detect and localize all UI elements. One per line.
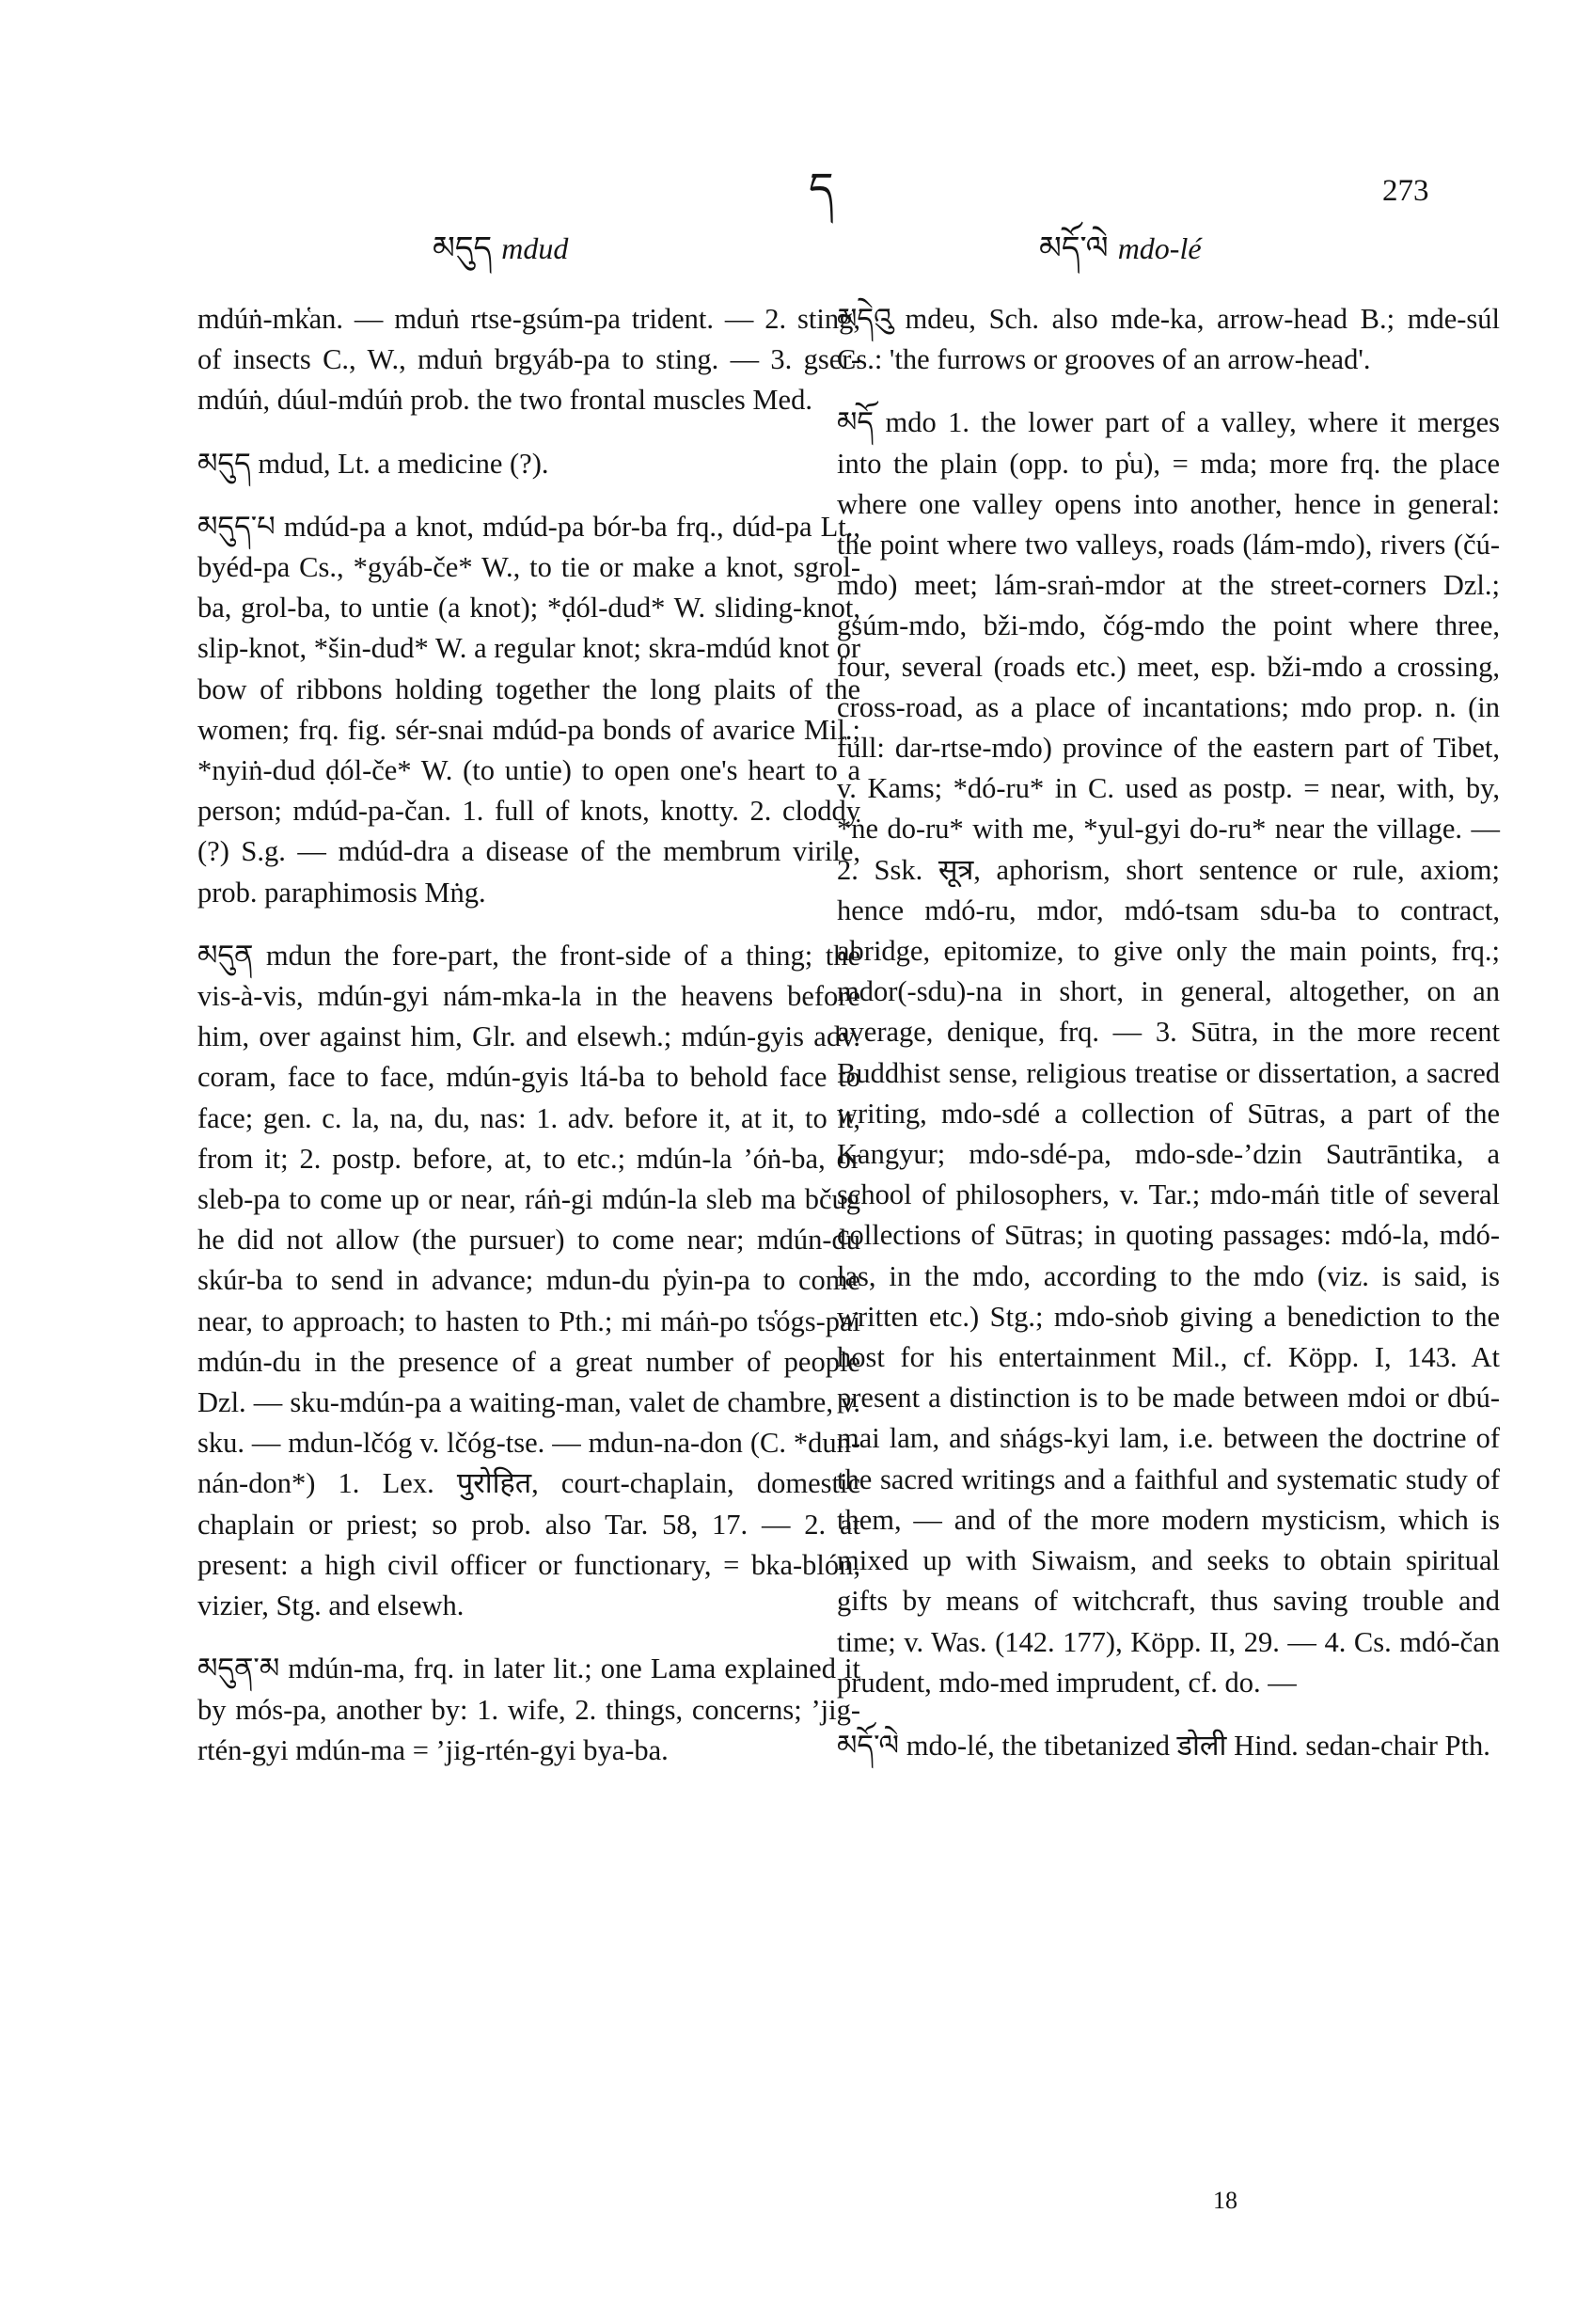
entry-mdo-le: མདོ་ལེ mdo-lé, the tibetanized डोली Hind. sedan-chair Pth.	[837, 1729, 1490, 1762]
right-head-tibetan: མདོ་ལེ	[1039, 229, 1109, 267]
right-running-head	[1039, 212, 1202, 302]
left-head-tibetan: མདུད	[433, 229, 493, 267]
left-column	[197, 299, 860, 1794]
entry-mdun: མདུན mdun the fore-part, the front-side of a thing; the vis-à-vis, mdún-gyi nám-mka-la in the heavens before him, over against him, Glr. and elsewh.; mdún-gyis adv. coram, face to face, mdún-gyis ltá-ba to behold face to face; gen. c. la, na, du, nas: 1. adv. before it, at it, to it, from it; 2. postp. before, at, to etc.; mdún-la ’óṅ-ba, or sleb-pa to come up or near, ráṅ-gi mdún-la sleb ma bčug he did not allow (the pursuer) to come near; mdún-du skúr-ba to send in advance; mdun-du p̔yin-pa to come near, to approach; to hasten to Pth.; mi máṅ-po ts̔ógs-pai mdún-du in the presence of a great number of people Dzl. — sku-mdún-pa a waiting-man, valet de chambre, v. sku. — mdun-lčóg v. lčóg-tse. — mdun-na-don (C. *dun-nán-don*) 1. Lex. पुरोहित, court-chaplain, domestic chaplain or priest; so prob. also Tar. 58, 17. — 2. at present: a high civil officer or functionary, = bka-blón, vizier, Stg. and elsewh.	[197, 939, 860, 1622]
entry-mdeu: མདེའུ mdeu, Sch. also mde-ka, arrow-head B.; mde-súl Cs.: 'the furrows or grooves of an arrow-head'.	[837, 303, 1500, 376]
right-column	[837, 299, 1500, 1789]
left-running-head	[433, 212, 568, 302]
left-head-translit: mdud	[501, 231, 569, 265]
entry-mdun-ma: མདུན་མ mdún-ma, frq. in later lit.; one Lama explained it by mós-pa, another by: 1. wife, 2. things, concerns; ’jig-rtén-gyi mdún-ma = ’jig-rtén-gyi bya-ba.	[197, 1652, 860, 1766]
page-number: 273	[1382, 174, 1429, 208]
entry-mdud: མདུད mdud, Lt. a medicine (?).	[197, 447, 549, 480]
entry-mdo: མདོ mdo 1. the lower part of a valley, where it merges into the plain (opp. to p̔u), = mda; more frq. the place where one valley opens into another, hence in general: the point where two valleys, roads (lám-mdo), rivers (čú-mdo) meet; lám-sraṅ-mdor at the street-corners Dzl.; gsúm-mdo, bži-mdo, čóg-mdo the point where three, four, several (roads etc.) meet, esp. bži-mdo a crossing, cross-road, as a place of incantations; mdo prop. n. (in full: dar-rtse-mdo) province of the eastern part of Tibet, v. Kams; *dó-ru* in C. used as postp. = near, with, by, *ṅe do-ru* with me, *yul-gyi do-ru* near the village. — 2. Ssk. सूत्र, aphorism, short sentence or rule, axiom; hence mdó-ru, mdor, mdó-tsam sdu-ba to contract, abridge, epitomize, to give only the main points, frq.; mdor(-sdu)-na in short, in general, altogether, on an average, denique, frq. — 3. Sūtra, in the more recent Buddhist sense, religious treatise or dissertation, a sacred writing, mdo-sdé a collection of Sūtras, a part of the Kangyur; mdo-sdé-pa, mdo-sde-’dzin Sautrāntika, a school of philosophers, v. Tar.; mdo-máṅ title of several collections of Sūtras; in quoting passages: mdó-la, mdó-las, in the mdo, according to the mdo (viz. is said, is written etc.) Stg.; mdo-sṅob giving a benediction to the host for his entertainment Mil., cf. Köpp. I, 143. At present a distinction is to be made between mdoi or dbú-mai lam, and sṅágs-kyi lam, i.e. between the doctrine of the sacred writings and a faithful and systematic study of them, — and of the more modern mysticism, which is mixed up with Siwaism, and seeks to obtain spiritual gifts by means of witchcraft, thus saving trouble and time; v. Was. (142. 177), Köpp. II, 29. — 4. Cs. mdó-čan prudent, mdo-med imprudent, cf. do. —	[837, 406, 1500, 1699]
signature-mark: 18	[1213, 2187, 1237, 2214]
entry-mdud-pa: མདུད་པ mdúd-pa a knot, mdúd-pa bór-ba frq., dúd-pa Lt., byéd-pa Cs., *gyáb-če* W., to tie or make a knot, sgrol-ba, grol-ba, to untie (a knot); *ḍól-dud* W. sliding-knot, slip-knot, *šin-dud* W. a regular knot; skra-mdúd knot or bow of ribbons holding together the long plaits of the women; frq. fig. sér-snai mdúd-pa bonds of avarice Mil.; *nyiṅ-dud ḍól-če* W. (to untie) to open one's heart to a person; mdúd-pa-čan. 1. full of knots, knotty. 2. cloddy (?) S.g. — mdúd-dra a disease of the membrum virile, prob. paraphimosis Mṅg.	[197, 510, 860, 909]
entry-mdun-mkan: mdúṅ-mk̔an. — mduṅ rtse-gsúm-pa trident. — 2. sting, of insects C., W., mduṅ brgyáb-pa to sting. — 3. gser-mdúṅ, dúul-mdúṅ prob. the two frontal muscles Med.	[197, 303, 860, 417]
right-head-translit: mdo-lé	[1117, 231, 1202, 265]
center-letter-glyph: ད	[809, 163, 834, 213]
